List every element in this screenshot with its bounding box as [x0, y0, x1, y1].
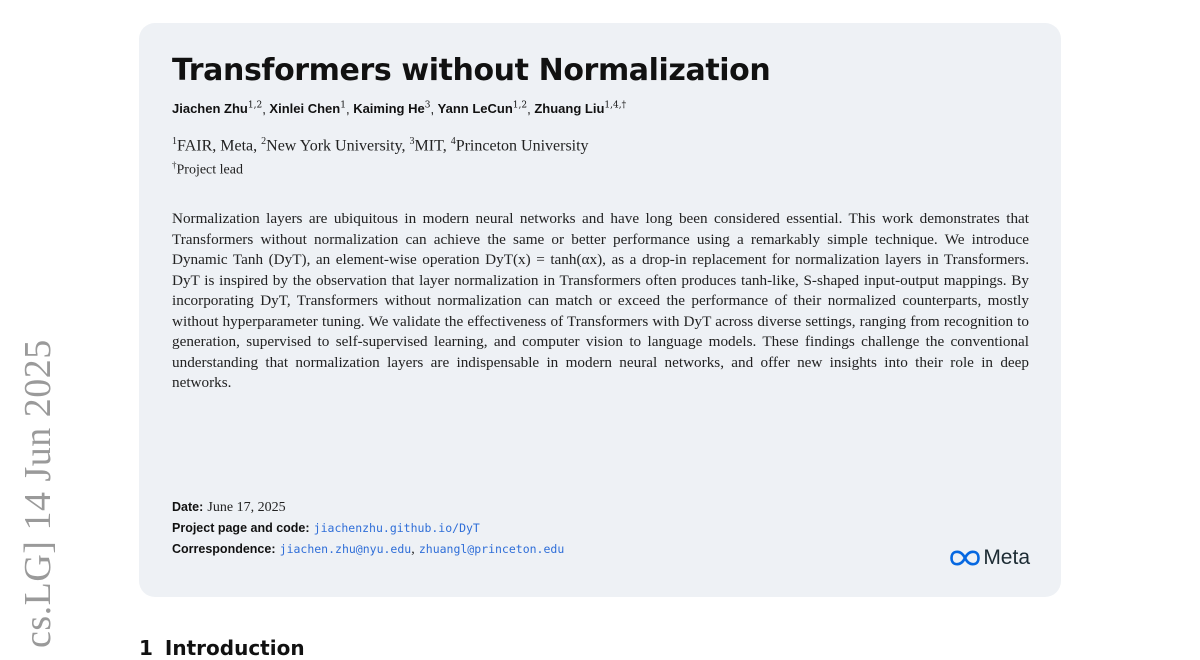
- email-link[interactable]: jiachen.zhu@nyu.edu: [279, 542, 412, 556]
- author: Kaiming He$^3$: [353, 101, 431, 117]
- author: Zhuang Liu$^{1,4,\dagger}$: [534, 101, 627, 117]
- correspondence-line: Correspondence: jiachen.zhu@nyu.edu, zhuangl@princeton.edu: [172, 542, 565, 557]
- correspondence-label: Correspondence:: [172, 542, 276, 556]
- project-lead-note: †Project lead: [172, 160, 243, 178]
- section-number: 1: [139, 636, 153, 660]
- date-label: Date:: [172, 500, 204, 514]
- author: Jiachen Zhu$^{1,2}$: [172, 101, 263, 117]
- infinity-logo-icon: [950, 549, 980, 567]
- affiliation: MIT: [414, 137, 443, 155]
- date-value: June 17, 2025: [207, 500, 286, 515]
- project-line: [172, 518, 564, 539]
- section-title: Introduction: [164, 636, 305, 660]
- email-link[interactable]: zhuangl@princeton.edu: [418, 542, 565, 556]
- section-heading: [139, 636, 305, 660]
- date-line: [172, 497, 564, 518]
- author-list: Jiachen Zhu$^{1,2}$, Xinlei Chen$^1$, Kaiming He$^3$, Yann LeCun$^{1,2}$, Zhuang Liu$^{1,4,\dagger}$: [172, 101, 627, 117]
- paper-meta: [172, 497, 564, 560]
- project-link[interactable]: jiachenzhu.github.io/DyT: [313, 521, 480, 535]
- arxiv-side-stamp: cs.LG] 14 Jun 2025: [17, 339, 59, 648]
- affiliation: New York University: [266, 137, 402, 155]
- author: Yann LeCun$^{1,2}$: [437, 101, 528, 117]
- project-label: Project page and code:: [172, 521, 310, 535]
- meta-logo: [950, 546, 1030, 570]
- meta-logo-text: Meta: [983, 546, 1030, 569]
- affiliation-list: $^1$FAIR, Meta, $^2$New York University, $^3$MIT, $^4$Princeton University: [172, 136, 589, 155]
- paper-header-card: [139, 23, 1061, 597]
- affiliation: FAIR, Meta: [177, 137, 254, 155]
- abstract-text: Normalization layers are ubiquitous in modern neural networks and have long been considered essential. This work demonstrates that Transformers without normalization can achieve the same or better performance using a remarkably simple technique. We introduce Dynamic Tanh (DyT), an element-wise operation DyT(x) = tanh(αx), as a drop-in replacement for normalization layers in Transformers. DyT is inspired by the observation that layer normalization in Transformers often produces tanh-like, S-shaped input-output mappings. By incorporating DyT, Transformers without normalization can match or exceed the performance of their normalized counterparts, mostly without hyperparameter tuning. We validate the effectiveness of Transformers with DyT across diverse settings, ranging from recognition to generation, supervised to self-supervised learning, and computer vision to language models. These findings challenge the conventional understanding that normalization layers are indispensable in modern neural networks, and offer new insights into their role in deep networks.: [172, 210, 1029, 391]
- author: Xinlei Chen$^1$: [269, 101, 346, 117]
- paper-title: Transformers without Normalization: [172, 53, 771, 88]
- affiliation: Princeton University: [455, 137, 589, 155]
